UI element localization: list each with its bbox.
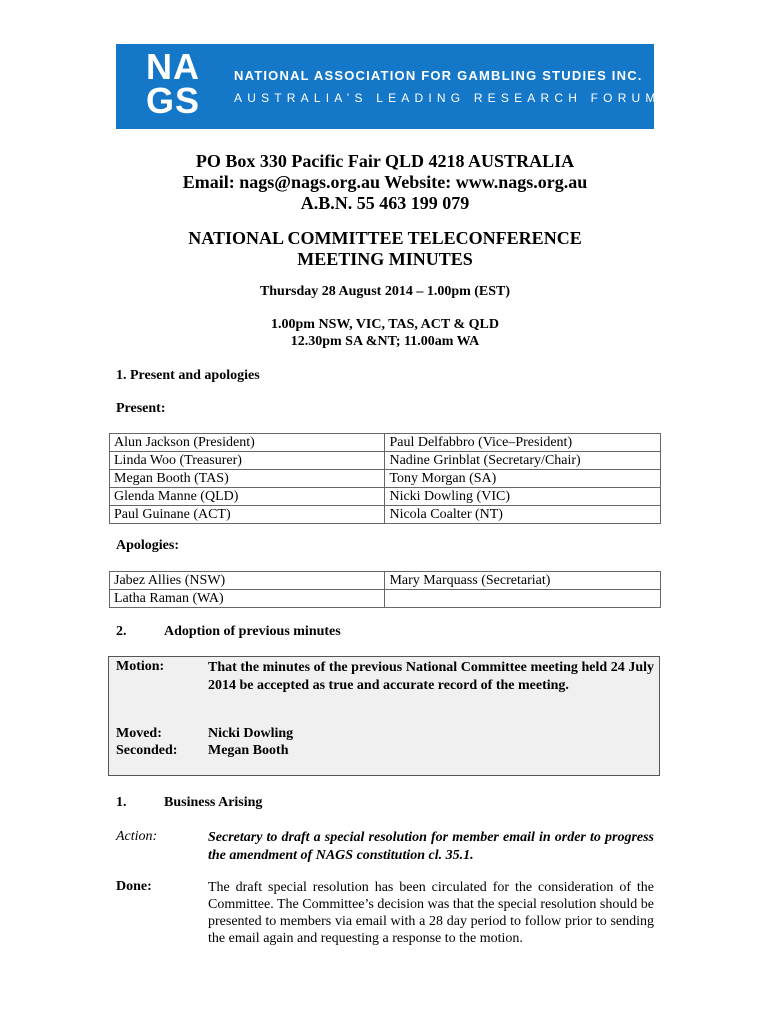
seconded-value: Megan Booth: [208, 743, 289, 758]
seconded-label: Seconded:: [116, 743, 178, 758]
meeting-date: Thursday 28 August 2014 – 1.00pm (EST): [259, 284, 511, 299]
address: PO Box 330 Pacific Fair QLD 4218 AUSTRALIA: [195, 151, 575, 171]
present-table: [109, 433, 661, 524]
table-row: Latha Raman (WA): [110, 590, 661, 608]
section-present-apologies-heading: 1. Present and apologies: [116, 368, 260, 383]
table-row: Alun Jackson (President) Paul Delfabbro (Vice–President): [110, 434, 661, 452]
apologies-label: Apologies:: [116, 538, 179, 553]
action-label: Action:: [116, 829, 158, 844]
motion-text: That the minutes of the previous National Committee meeting held 24 July 2014 be accepted as true and accurate record of the meeting.: [208, 660, 654, 693]
doc-title-line2: MEETING MINUTES: [297, 249, 473, 269]
done-label: Done:: [116, 879, 152, 894]
motion-label: Motion:: [116, 659, 165, 674]
table-row: Paul Guinane (ACT) Nicola Coalter (NT): [110, 506, 661, 524]
section-number: 2.: [116, 624, 127, 639]
table-row: Jabez Allies (NSW) Mary Marquass (Secretariat): [110, 572, 661, 590]
section-business-arising-heading: Business Arising: [164, 795, 263, 810]
logo-org-name: NATIONAL ASSOCIATION FOR GAMBLING STUDIES INC.: [234, 68, 643, 83]
moved-value: Nicki Dowling: [208, 726, 294, 741]
abn: A.B.N. 55 463 199 079: [300, 193, 470, 213]
meeting-times-line1: 1.00pm NSW, VIC, TAS, ACT & QLD: [271, 317, 499, 332]
done-text: The draft special resolution has been circulated for the consideration of the Committee. The Committee’s decision was that the special resolution should be presented to members via email with a 28 day period to follow prior to sending the email again and requesting a response to the motion.: [208, 880, 654, 946]
logo-tagline: AUSTRALIA’S LEADING RESEARCH FORUM: [234, 91, 661, 105]
action-text: Secretary to draft a special resolution for member email in order to progress the amendment of NAGS constitution cl. 35.1.: [208, 830, 654, 863]
moved-label: Moved:: [116, 726, 162, 741]
nags-logo: [116, 44, 661, 129]
table-row: Linda Woo (Treasurer) Nadine Grinblat (Secretary/Chair): [110, 452, 661, 470]
present-label: Present:: [116, 401, 166, 416]
logo-monogram: NA GS: [146, 46, 201, 121]
table-row: Glenda Manne (QLD) Nicki Dowling (VIC): [110, 488, 661, 506]
contact-line: Email: nags@nags.org.au Website: www.nags.org.au: [182, 172, 588, 192]
section-adoption-heading: Adoption of previous minutes: [164, 624, 341, 639]
table-row: Megan Booth (TAS) Tony Morgan (SA): [110, 470, 661, 488]
apologies-table: [109, 571, 661, 608]
section-number: 1.: [116, 795, 127, 810]
doc-title-line1: NATIONAL COMMITTEE TELECONFERENCE: [188, 228, 582, 248]
meeting-times-line2: 12.30pm SA &NT; 11.00am WA: [290, 334, 480, 349]
